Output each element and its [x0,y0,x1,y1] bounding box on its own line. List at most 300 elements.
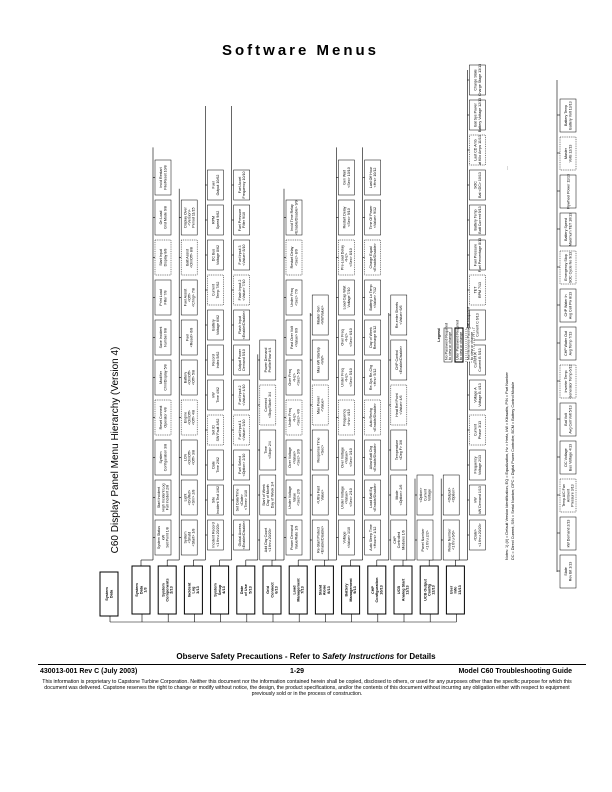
menu-item-c8-9-text: Restart Delay [342,206,347,229]
menu-item-c10-2-text: Mode [395,490,399,500]
menu-item-c13-14-text: Charge State [473,69,478,91]
menu-item-c6-3-text: <Value> [292,450,297,465]
menu-item-c1-9-text: On Load [159,210,164,225]
menu-item-c3-3-text: Time 2/62 [215,457,220,473]
menu-item-c3-5 [207,380,223,410]
menu-item-extra-9-text: SOC Cycle No 9/13 [568,251,573,284]
menu-item-c13-12-text: Last CD Amb [473,139,478,161]
menu-item-c3-8-text: Temp 7/62 [215,281,220,299]
menu-item-c1-1-text: kW [161,534,166,541]
menu-item-c13-2-text: kW [473,497,478,503]
menu-item-c13-10-text: Battery Temp [473,209,478,231]
menu-item-c6-2 [286,480,302,515]
menu-item-c9-4 [365,400,381,435]
menu-item-c1-2-text: Full Incident 2/8 [165,484,170,511]
menu-item-c4-11-text: Frequency 10/10 [242,171,246,199]
menu-item-c9-7-text: <Value> 7/12 [373,286,377,309]
menu-item-c9-10-text: <Hrs> 10/12 [373,167,377,188]
menu-item-c1-10 [155,160,171,195]
menu-item-c4-4 [234,415,250,445]
menu-item-c10-3-text: <Deg F> 3/6 [399,440,404,460]
menu-item-c2-5-text: Battery [183,371,188,384]
menu-item-c13-5-text: Voltage B 4/13 [477,383,482,407]
legend-title: Legend [437,328,441,342]
menu-item-c6-3-text: <Sec> 3/9 [296,449,301,466]
menu-item-c11-1-text: <1 thru 2/2> [425,530,430,550]
menu-item-extra-8-text: CHP Water In [564,294,569,317]
menu-item-c1-4 [155,400,171,435]
menu-item-c3-3 [207,450,223,480]
menu-header-8 [315,566,333,614]
menu-item-extra-4-text: Bus Voltage 4/13 [568,443,573,472]
menu-item-c6-6-text: Fast Over Volt [290,326,295,349]
menu-item-c6-8-text: Restart Delay [290,246,295,269]
menu-item-c12-2-text: <Option> [451,487,456,503]
menu-item-c8-10-text: Gen Wait [342,170,347,185]
menu-item-c1-6 [155,320,171,355]
menu-item-c12-2 [443,475,459,515]
menu-item-c13-12 [469,135,485,165]
menu-header-12-text: Config [427,583,432,597]
menu-item-c5-2-text: Day of Month [266,484,271,506]
menu-item-c5-5 [260,340,276,380]
menu-header-1-text: Data [139,585,144,595]
menu-item-c9-8-text: <Enable/Disable> [373,243,377,272]
menu-item-c4-9 [234,240,250,270]
menu-item-c13-8 [469,275,485,305]
menu-item-extra-12-text: Master [564,148,569,159]
menu-header-7-text: Load [292,585,297,595]
legend-label-2: User Password Required [455,320,460,360]
menu-item-c7-3-text: Response Time [316,437,321,463]
menu-item-c3-4-text: Set ID [211,425,216,435]
menu-item-c5-5-text: Profile/Flow 4/4 [268,347,273,373]
menu-item-c13-8-text: TET [473,286,478,294]
menu-item-c3-11-text: Fuel [211,181,216,189]
menu-item-c3-2 [207,485,223,515]
menu-item-c7-4 [312,385,328,425]
menu-header-9 [342,566,360,614]
menu-item-c1-4-text: Operator 4/8 [163,407,168,428]
menu-item-c2-1-text: <Shutd [187,531,192,544]
notes-line-1: Notes: 1) (#) = Default Version Identification, EQ = Equalization, Hz = Hertz, kW = Kilowatts, P/N = Part Number [505,372,509,560]
menu-item-c6-2-text: Value [292,493,297,502]
menu-item-c3-7-text: Battery [211,319,216,331]
page-title: Software Menus [222,42,380,59]
menu-item-c6-9-text: Incid Time Relay [290,204,295,231]
menu-item-c3-8-text: Current [211,284,216,296]
menu-header-9-text: Battery [344,583,349,597]
menu-item-c10-2 [391,475,407,515]
menu-item-extra-6 [560,365,576,399]
menu-item-c12-1-text: <1 thru 6/6> [451,530,456,550]
menu-item-c4-9-text: Fuel Input 3 [237,245,242,265]
menu-item-c1-3-text: System [159,451,164,464]
menu-item-c1-5-text: Chnl/Display 5/8 [163,364,168,391]
menu-item-c7-5-text: <kW> [320,355,325,365]
safety-tail: for Details [394,652,436,661]
menu-item-c8-3-text: <Value> [344,450,349,465]
menu-item-extra-4 [560,441,576,474]
menu-item-c6-5 [286,360,302,395]
menu-item-c13-2 [469,485,485,515]
menu-item-extra-11-text: Flywheel Power 11/13 [566,173,571,210]
menu-item-c12-2-text: <Output> [447,487,452,503]
menu-header-12-text: UCB Output [423,579,428,601]
menu-item-c9-3-text: Allow Batt Chg [368,445,373,470]
menu-header-2-text: System [161,583,166,597]
menu-item-c8-1 [338,520,354,555]
menu-item-c13-11-text: SOC [473,181,478,189]
menu-item-c9-3 [365,440,381,475]
legend-label-3: Maintenance Password Required [466,307,471,360]
menu-item-c13-3-text: Frequency [473,456,478,474]
menu-item-c4-7-text: Flash Input [237,316,242,334]
menu-item-c2-5-text: <On/Off> [187,370,192,385]
menu-item-extra-7-text: CHP Water Out [564,331,569,356]
menu-header-3 [184,566,202,614]
menu-header-12 [420,566,438,614]
menu-item-c13-13-text: Bat Sys Power [473,103,478,127]
menu-item-c7-3 [312,430,328,470]
diagram-title: C60 Display Panel Menu Hierarchy (Version 4) [110,346,121,554]
menu-item-c10-1-text: Modules 1/6 [401,530,406,550]
menu-header-6 [263,566,281,614]
menu-item-c2-9-text: Display Over [183,207,188,228]
menu-item-c8-10-text: <Sec> 10/10 [346,167,351,188]
menu-item-c3-9 [207,240,223,270]
menu-item-c4-8 [234,275,250,305]
menu-item-c6-1 [286,520,302,555]
menu-item-c9-8-text: Charge Equal [368,246,373,269]
menu-item-c5-3-text: <Stop> 2/4 [268,441,273,459]
menu-item-c9-10-text: Last Off Hour [368,166,373,189]
menu-item-c8-7-text: Voltage 7/10 [346,287,351,308]
menu-header-5-text: of Use [244,584,249,596]
menu-item-extra-2-text: kW Demand 2/13 [566,519,571,548]
menu-item-c13-13 [469,98,485,132]
menu-item-c8-3 [338,440,354,475]
menu-item-c6-5-text: <Hz> [292,373,297,382]
menu-item-c9-2-text: <Enable/Disable> [373,483,377,512]
menu-item-c10-5 [391,340,407,380]
menu-item-c4-7-text: <Enable/Disable> [242,310,246,340]
notes-line-2: DC = Direct Current, S/N = Serial Number, DPC = Digital Power Controller, BCM = Battery Control Module [511,381,515,560]
legend-label-2b: to view or change [459,331,463,360]
menu-item-c8-5 [338,360,354,395]
menu-item-c4-8-text: Flash Input 2 [237,279,242,301]
safety-link-text: Safety Instructions [322,652,395,661]
menu-item-c10-6 [391,295,407,335]
menu-item-c1-9 [155,200,171,235]
menu-item-c7-4-text: Max Power [316,396,321,414]
menu-item-c4-4-text: <Value> 3/10 [242,419,246,441]
menu-item-c10-3-text: Temperature [395,439,399,461]
menu-item-c2-1-text: System [183,531,188,544]
menu-item-c4-5-text: <Value> 4/10 [242,384,246,406]
menu-item-c4-3-text: <Option> 2/10 [242,453,246,477]
menu-header-7-text: 7/13 [300,586,305,594]
menu-item-c7-2 [312,475,328,515]
menu-header-4-text: System [213,583,218,597]
menu-header-11 [394,566,412,614]
menu-header-1 [132,566,150,614]
menu-item-c9-7 [365,280,381,315]
menu-item-c8-1-text: <Value> 1/10 [346,526,351,549]
menu-item-c3-6 [207,345,223,375]
menu-item-c3-6-text: Record [211,354,216,366]
menu-item-c6-6-text: <Value> 6/9 [294,327,299,348]
menu-item-c13-7-text: Current C 6/13 [475,313,480,337]
menu-item-c12-1 [443,520,459,560]
menu-item-c1-6-text: Number 6/8 [163,328,168,347]
menu-item-c7-6-text: <kW/Value> [320,305,325,325]
menu-item-c3-11 [207,170,223,200]
menu-item-c8-6 [338,320,354,355]
menu-header-9-text: Management [348,578,353,602]
menu-item-c1-9-text: Grid Mode 9/8 [163,206,168,229]
menu-item-c1-8 [155,240,171,275]
menu-header-1-text: 1/3 [143,587,148,593]
notes [505,372,515,560]
menu-item-c3-3-text: Date [211,461,216,469]
menu-item-extra-4-text: DC Voltage [564,448,569,467]
menu-item-c8-8 [338,240,354,275]
menu-item-c9-10 [365,160,381,195]
menu-item-extra-5-text: Avg Cell Volt 5/13 [568,405,573,434]
menu-item-c5-4-text: Connect [264,398,268,412]
menu-item-c8-2-text: Under Voltage [340,486,345,509]
diagram-title-group [110,347,121,554]
menu-item-c9-4-text: <Enable/Disable> [373,403,377,432]
menu-item-c8-4-text: <Hz> 4/10 [346,409,351,426]
connector-lines [110,70,560,622]
menu-item-c2-1-text: <Start> 1/8 [191,528,196,547]
menu-item-c7-2-text: <Ultra Fast [316,486,321,504]
menu-item-c3-10 [207,205,223,235]
menu-item-extra-12 [560,137,576,170]
menu-item-c11-2 [417,475,433,515]
menu-item-c6-3 [286,440,302,475]
menu-item-c8-1-text: Voltage [342,531,347,544]
menu-item-extra-9 [560,251,576,284]
menu-item-c4-3-text: Fuel Select [237,456,242,474]
menu-item-c3-11-text: Output 10/62 [215,174,220,196]
menu-item-c6-4 [286,400,302,435]
menu-item-c9-5-text: <Hrs> 5/12 [373,368,377,387]
menu-item-c3-7-text: Voltage 6/62 [215,315,220,335]
menu-item-c2-7 [181,280,197,315]
menu-item-c1-3 [155,440,171,475]
menu-item-c13-10 [469,205,485,235]
menu-item-c8-4-text: Frequency [342,409,347,426]
menu-header-4 [211,566,229,614]
menu-item-extra-6-text: Generator Temp 6/13 [568,364,573,399]
menu-item-extra-13 [560,99,576,132]
menu-header-5-text: Date [239,585,244,595]
menu-item-c4-1 [234,520,250,550]
menu-item-c4-11-text: Fuel Accel [237,176,242,194]
menu-item-c13-5 [469,380,485,410]
menu-item-c8-2-text: <Value> [344,490,349,505]
menu-header-11-text: UCB [397,585,402,595]
menu-header-6-text: Connect [270,582,275,598]
menu-item-c4-5 [234,380,250,410]
menu-item-c6-1-text: Power Demand [290,525,295,550]
menu-item-c6-7 [286,280,302,315]
menu-item-c4-1-text: <Enable/Disable> [242,520,246,550]
menu-header-2-text: Components [165,578,170,602]
menu-header-1-text: System [135,583,140,597]
menu-item-c1-5-text: Modifier [159,371,164,384]
menu-item-c4-7 [234,310,250,340]
menu-item-c9-6 [365,320,381,355]
menu-item-c2-6-text: <Reset> 6/8 [189,327,194,348]
menu-item-c4-9-text: <Value> 8/10 [242,244,246,266]
safety-lead: Observe Safety Precautions - Refer to [176,652,323,661]
menu-item-c13-4-text: Phase 3/13 [477,420,482,440]
menu-item-c10-4-text: <Value> 4/6 [399,395,404,415]
menu-item-c5-1 [260,520,276,560]
menu-item-c9-8 [365,240,381,275]
menu-item-c1-8-text: Start Input [159,249,164,266]
menu-item-c1-2-text: High Incident Log [161,483,166,512]
menu-item-c8-5-text: Under Freq [340,368,345,387]
menu-item-c13-14 [469,64,485,96]
menu-item-c2-9-text: Period 11/15 [191,207,196,228]
page-number: 1-29 [290,668,305,675]
menu-item-c13-10-text: Batt Current 9/13 [477,206,482,234]
menu-header-11-text: 11/13 [405,585,410,595]
menu-item-c6-2-text: Under Voltage [288,486,293,509]
menu-item-c6-8 [286,240,302,275]
menu-item-c9-9-text: Time Of Power [368,205,373,230]
menu-item-c6-5-text: Over Freq [288,369,293,386]
menu-item-c13-12-text: at Kilo Amps 11/13 [477,135,482,165]
menu-item-c13-2-text: kW Demand 1/13 [477,486,482,514]
menu-item-c8-6-text: Over Freq [340,329,345,346]
menu-item-c4-6-text: Demand 5/10 [242,349,246,371]
menu-item-c4-6 [234,345,250,375]
menu-item-c2-6 [181,320,197,355]
menu-item-c6-4-text: Under Freq [288,408,293,427]
menu-item-c4-10-text: Filter 9/10 [242,212,246,228]
menu-item-c9-6-text: Day of Week [368,327,373,348]
menu-header-7 [289,566,307,614]
menu-item-c9-2-text: Load Batt Eq [368,487,373,508]
menu-item-extra-1 [560,555,576,588]
menu-header-5-text: 5/13 [248,586,253,594]
menu-item-c8-3-text: Over Voltage [340,447,345,468]
menu-item-c6-5-text: <Sec> 5/9 [296,369,301,386]
menu-item-c2-2-text: <On/Ref> [187,489,192,506]
menu-item-c9-5 [365,360,381,395]
menu-item-extra-3-text: Pressure 3/13 [570,484,575,507]
menu-item-c2-8-text: Batt Assist [185,249,190,266]
menu-item-c7-6-text: Master Gen [316,305,321,325]
menu-item-c2-4-text: <Off> 4/8 [191,410,196,425]
menu-item-c2-3-text: <On/Off> [187,450,192,465]
menu-item-c1-1-text: Set Point 1/8 [165,527,170,548]
menu-item-c11-1 [417,520,433,560]
menu-item-c10-6-text: <Value> 6/6 [399,305,404,325]
menu-item-c4-10-text: Fuel Pressure [237,208,242,232]
menu-item-c10-3 [391,430,407,470]
menu-item-c13-14-text: Charge Stage 13/13 [477,63,482,97]
menu-item-c13-6-text: Current B 5/13 [477,348,482,372]
menu-item-c5-3-text: Time [264,446,268,454]
menu-header-4-text: 4/13 [222,586,227,594]
menu-item-extra-8-text: Avg Cell Pw 8/13 [568,291,573,320]
menu-item-c6-4-text: <Sec> 4/9 [296,409,301,426]
menu-item-c4-2-text: Set Date/Time [235,488,240,512]
menu-item-c1-2 [155,480,171,515]
menu-item-c13-1 [469,520,485,550]
proprietary-disclaimer: This information is proprietary to Capstone Turbine Corporation. Neither this document nor the information contained herein shall be copied, disclosed to others, or used for any purposes other than the specific purpose for which this document was delivered. Capstone reserves the right to change or modify without notice, the design, the product specifications, and/or the contents of this document without incurring any obligation either with respect to equipment previously sold or in the process of construction. [42,679,572,698]
menu-item-c2-3-text: <Off> 3/8 [191,450,196,465]
menu-header-4-text: Setup [217,584,222,596]
menu-item-c1-10-text: Incid Restart [159,167,164,188]
menu-item-c7-3-text: <Sec> [320,444,325,456]
menu-item-c10-6-text: Re-enter Sheets [395,301,399,329]
menu-item-extra-8 [560,289,576,322]
menu-item-c6-8-text: <Sec> 8/9 [294,249,299,266]
menu-item-c2-2-text: Light [183,493,188,502]
menu-item-c6-9 [286,200,302,235]
menu-item-c7-6 [312,295,328,335]
menu-item-c8-4 [338,400,354,435]
menu-item-c2-4-text: <On/Off> [187,410,192,425]
menu-item-c10-5-text: CHP Control [395,349,399,371]
menu-item-extra-7-text: Avg Temp 7/13 [568,331,573,356]
menu-item-extra-3-text: Temp A/C Fan [562,484,567,507]
legend [437,307,474,362]
menu-item-c6-3-text: Over Voltage [288,447,293,468]
menu-item-c7-1-text: Re-Start Protect [316,527,321,553]
menu-item-c9-6-text: Recharge 6/12 [373,325,377,350]
menu-item-c2-7-text: <Off> [187,293,192,302]
menu-item-c1-7-text: Print Load [159,289,164,306]
menu-item-extra-10 [560,213,576,246]
menu-item-c9-2 [365,480,381,515]
menu-item-c5-3 [260,430,276,470]
menu-item-c13-1-text: <Date> [473,529,478,541]
menu-header-8-text: Alone [322,584,327,596]
menu-item-c4-4-text: Fuel Input 1 [237,420,242,440]
menu-item-c6-7-text: <Sec> 7/9 [294,289,299,306]
menu-item-c5-2-text: Start of Week [261,484,266,506]
menu-item-c3-4-text: SW Fault 3/62 [215,418,220,442]
menu-item-c13-4 [469,415,485,445]
menu-item-c4-3 [234,450,250,480]
menu-header-13-text: Info [453,586,458,594]
menu-header-13-text: 13/13 [457,585,462,595]
menu-item-c3-4 [207,415,223,445]
menu-item-c4-2-text: <Time> 1/10 [244,489,249,511]
menu-item-c1-5 [155,360,171,395]
menu-item-c3-10-text: RPM [211,216,216,224]
menu-item-c12-1-text: Relay Number [447,528,452,552]
menu-item-extra-7 [560,327,576,360]
menu-item-c2-8 [181,240,197,275]
menu-item-c2-3-text: LCN [183,453,188,462]
menu-item-c9-1-text: Auto Sleep Time [368,524,373,551]
menu-item-extra-2 [560,517,576,550]
menu-item-c8-5-text: <Hz> [344,373,349,382]
menu-item-extra-11 [560,174,576,209]
menu-item-c2-8-text: <On/Off> 8/8 [189,247,194,268]
guide-name: Model C60 Troubleshooting Guide [458,668,572,675]
